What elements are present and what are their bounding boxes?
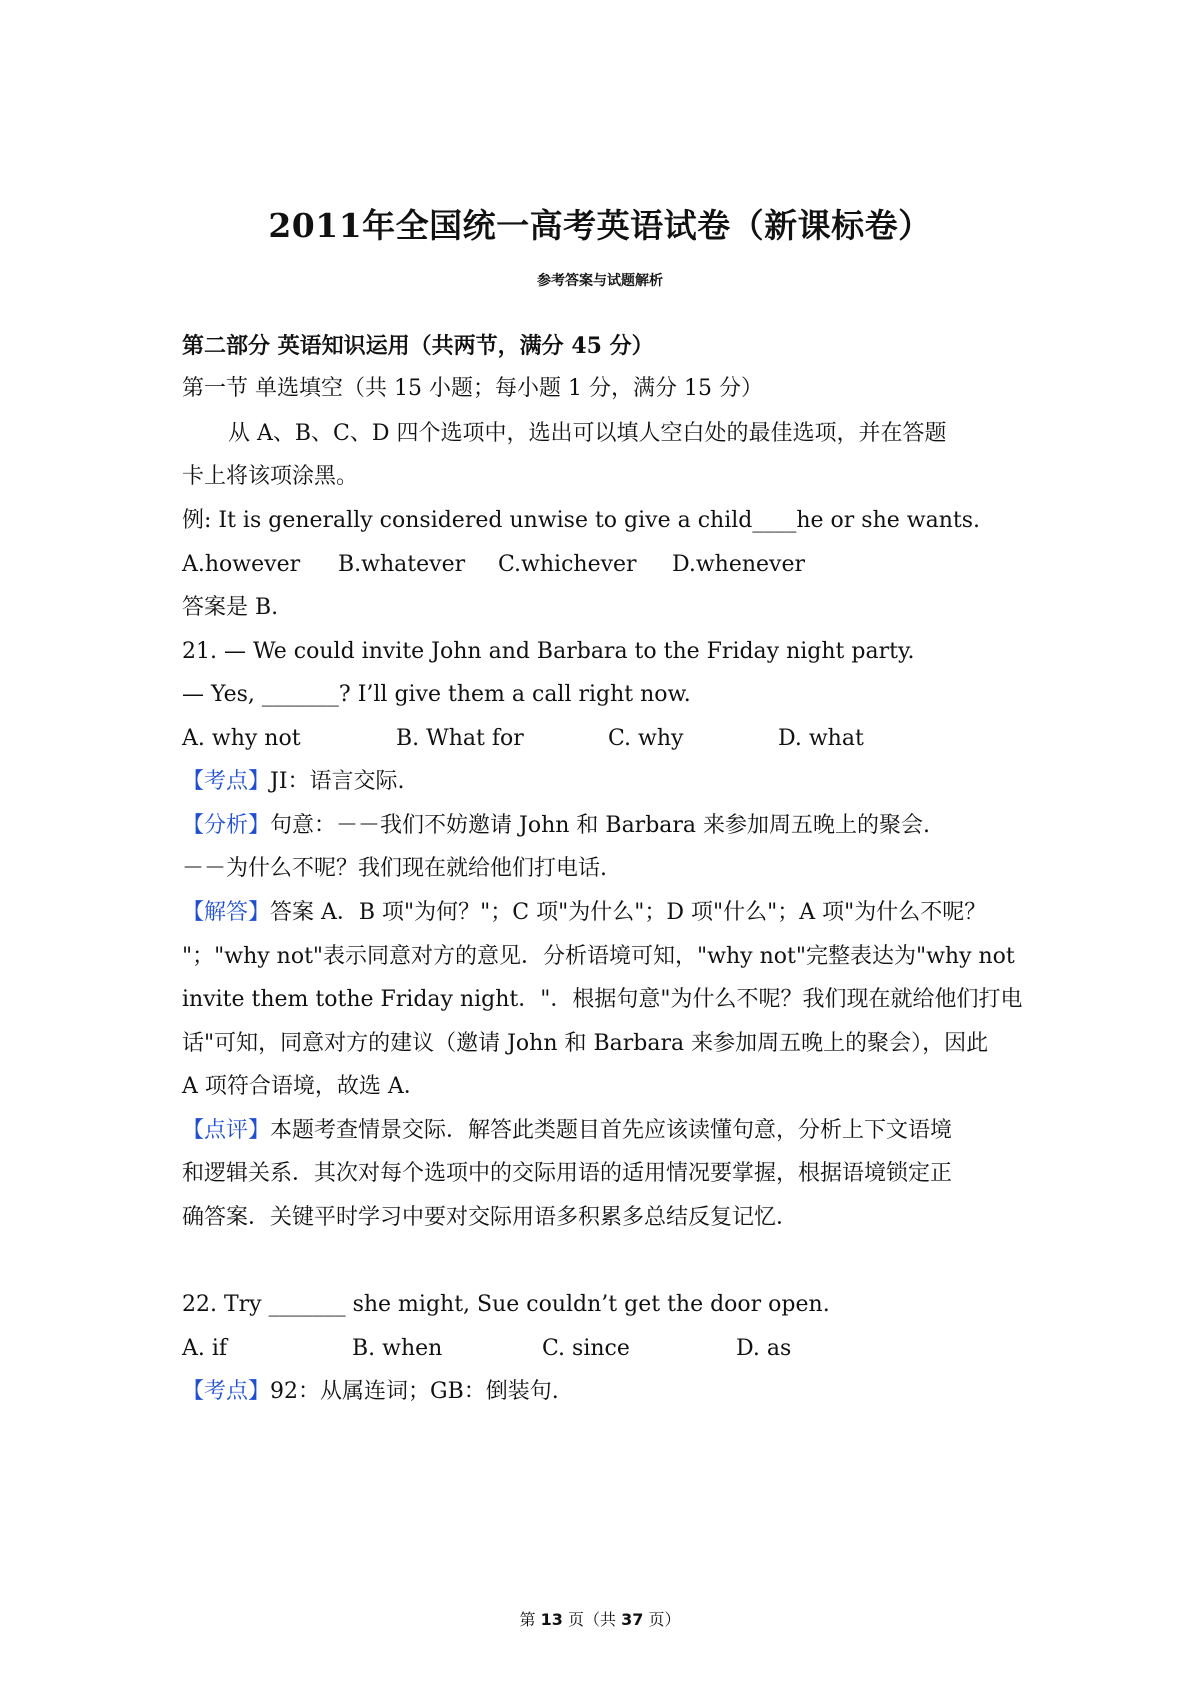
example-question: 例: It is generally considered unwise to give a child____he or she wants. xyxy=(182,508,980,533)
q21-dianping xyxy=(182,1116,1022,1146)
footer-suffix: 页） xyxy=(648,1610,681,1629)
footer-total-pages: 37 xyxy=(621,1610,644,1629)
example-options xyxy=(182,550,1022,580)
page-footer xyxy=(0,1607,1200,1630)
fenxi-text: 句意：－－我们不妨邀请 John 和 Barbara 来参加周五晚上的聚会. xyxy=(270,813,931,838)
jieda-tag: 【解答】 xyxy=(182,900,271,925)
fenxi-tag: 【分析】 xyxy=(182,813,271,838)
dianping-tag: 【点评】 xyxy=(182,1118,271,1143)
subsection-heading: 第一节 单选填空（共 15 小题；每小题 1 分，满分 15 分） xyxy=(182,376,763,401)
q22-option-c: C. since xyxy=(542,1336,630,1361)
q21-options xyxy=(182,724,1022,754)
q21-line-2: — Yes, _______? I’ll give them a call right now. xyxy=(182,682,691,707)
q21-jieda-line-5: A 项符合语境，故选 A． xyxy=(182,1074,426,1099)
dianping-text: 本题考查情景交际．解答此类题目首先应该读懂句意，分析上下文语境 xyxy=(270,1118,953,1143)
q21-option-b: B. What for xyxy=(396,726,524,751)
jieda-text: 答案 A．B 项"为何？"；C 项"为什么"；D 项"什么"；A 项"为什么不呢？ xyxy=(270,900,987,925)
q22-line-1: 22. Try _______ she might, Sue couldn’t get the door open. xyxy=(182,1292,830,1317)
q21-dianping-line-3: 确答案．关键平时学习中要对交际用语多积累多总结反复记忆． xyxy=(182,1205,799,1230)
q21-jieda-line-2: "；"why not"表示同意对方的意见．分析语境可知，"why not"完整表达为"why not xyxy=(182,944,1015,969)
footer-middle: 页（共 xyxy=(567,1610,616,1629)
q22-kaodian xyxy=(182,1377,1022,1407)
q21-dianping-line-2: 和逻辑关系．其次对每个选项中的交际用语的适用情况要掌握，根据语境锁定正 xyxy=(182,1161,953,1186)
q22-option-b: B. when xyxy=(352,1336,443,1361)
part-heading: 第二部分 英语知识运用（共两节，满分 45 分） xyxy=(182,333,654,359)
example-option-a: A.however xyxy=(182,552,301,577)
footer-page-number: 13 xyxy=(540,1610,563,1629)
instruction-line-1: 从 A、B、C、D 四个选项中，选出可以填人空白处的最佳选项，并在答题 xyxy=(228,421,947,446)
page-title: 2011年全国统一高考英语试卷（新课标卷） xyxy=(268,206,932,245)
q21-option-a: A. why not xyxy=(182,726,301,751)
q21-kaodian xyxy=(182,767,1022,797)
q21-option-c: C. why xyxy=(608,726,684,751)
q21-fenxi xyxy=(182,811,1022,841)
example-option-c: C.whichever xyxy=(498,552,637,577)
q21-jieda-line-3: invite them tothe Friday night．"．根据句意"为什么不呢？我们现在就给他们打电 xyxy=(182,987,1023,1012)
q22-kaodian-text: 92：从属连词；GB：倒装句. xyxy=(270,1379,559,1404)
instruction-line-2: 卡上将该项涂黑。 xyxy=(182,464,359,489)
example-answer: 答案是 B. xyxy=(182,595,279,620)
page-subtitle: 参考答案与试题解析 xyxy=(537,273,663,289)
q21-line-1: 21. — We could invite John and Barbara to the Friday night party. xyxy=(182,639,915,664)
q21-fenxi-line-2: －－为什么不呢？我们现在就给他们打电话. xyxy=(182,856,607,881)
example-option-d: D.whenever xyxy=(672,552,806,577)
kaodian-tag: 【考点】 xyxy=(182,769,271,794)
q22-option-a: A. if xyxy=(182,1336,228,1361)
example-option-b: B.whatever xyxy=(338,552,466,577)
q21-option-d: D. what xyxy=(778,726,864,751)
q22-option-d: D. as xyxy=(736,1336,792,1361)
q21-jieda xyxy=(182,898,1022,928)
q22-kaodian-tag: 【考点】 xyxy=(182,1379,271,1404)
footer-prefix: 第 xyxy=(519,1610,536,1629)
q22-options xyxy=(182,1334,1022,1364)
kaodian-text: JI：语言交际. xyxy=(270,769,405,794)
q21-jieda-line-4: 话"可知，同意对方的建议（邀请 John 和 Barbara 来参加周五晚上的聚会），因此 xyxy=(182,1031,989,1056)
